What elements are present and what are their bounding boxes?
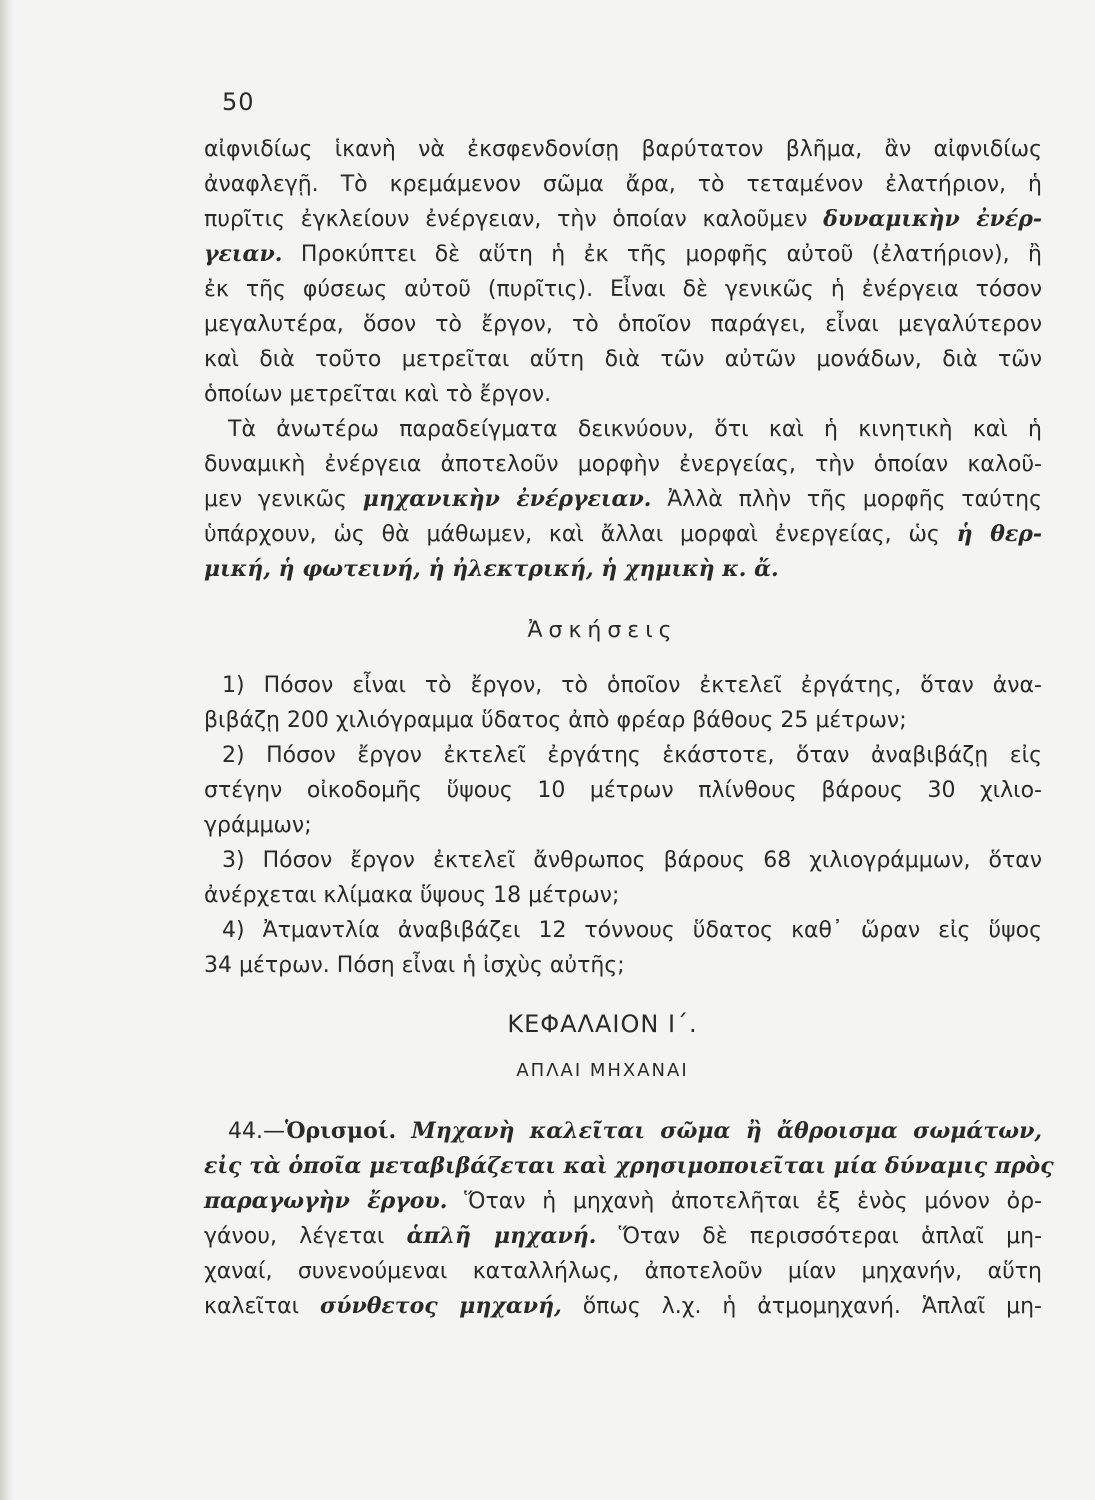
text-line: μεγαλυτέρα, ὅσον τὸ ἔργον, τὸ ὁποῖον παράγει, εἶναι μεγαλύτερον [204, 312, 1042, 337]
text-run: καλεῖται [204, 1294, 320, 1319]
text-run: ὑπάρχουν, ὡς θὰ μάθωμεν, καὶ ἄλλαι μορφαὶ ἐνεργείας, ὡς [204, 522, 957, 547]
text-line: ἐκ τῆς φύσεως αὐτοῦ (πυρῖτις). Εἶναι δὲ γενικῶς ἡ ἐνέργεια τόσον [204, 277, 1042, 302]
text-line: καὶ διὰ τοῦτο μετρεῖται αὕτη διὰ τῶν αὐτῶν μονάδων, διὰ τῶν [204, 347, 1042, 372]
exercise-4: 4) Ἀτμαντλία ἀναβιβάζει 12 τόννους ὕδατος καθ᾽ ὥραν εἰς ὕψος [222, 918, 1042, 943]
exercise-1: 1) Πόσον εἶναι τὸ ἔργον, τὸ ὁποῖον ἐκτελεῖ ἐργάτης, ὅταν ἀνα- [222, 673, 1042, 698]
text-line: αἰφνιδίως ἱκανὴ νὰ ἐκσφενδονίσῃ βαρύτατον βλῆμα, ἂν αἰφνιδίως [204, 137, 1042, 162]
text-line [204, 482, 1042, 517]
text-line [204, 517, 1042, 552]
definitions-paragraph [204, 1114, 1054, 1324]
text-line [204, 202, 1042, 237]
exercise-3-cont: ἀνέρχεται κλίμακα ὕψους 18 μέτρων; [204, 883, 620, 908]
term-mechanical-energy: μηχανικὴν ἐνέργειαν. [362, 486, 652, 512]
chapter-title: ΚΕΦΑΛΑΙΟΝ Ι΄. [507, 1010, 698, 1038]
text-run: Ἀλλὰ πλὴν τῆς μορφῆς ταύτης [651, 487, 1042, 512]
section-heading: Ὁρισμοί. [285, 1118, 397, 1144]
section-number: 44.— [228, 1119, 285, 1144]
text-line [204, 1219, 1042, 1254]
paragraph-energy [204, 132, 1042, 587]
exercises-heading: Ἀσκήσεις [527, 618, 678, 643]
text-run: Ὅταν ἡ μηχανὴ ἀποτελῆται ἐξ ἑνὸς μόνον ὀρ- [447, 1189, 1042, 1214]
text-run: Προκύπτει δὲ αὕτη ἡ ἐκ τῆς μορφῆς αὐτοῦ (ἐλατήριον), ἢ [282, 242, 1042, 267]
text-line: εἰς τὰ ὁποῖα μεταβιβάζεται καὶ χρησιμοποιεῖται μία δύναμις πρὸς [204, 1153, 1054, 1179]
text-line: Τὰ ἀνωτέρω παραδείγματα δεικνύουν, ὅτι καὶ ἡ κινητικὴ καὶ ἡ [228, 417, 1042, 442]
chapter-subtitle: ΑΠΛΑΙ ΜΗΧΑΝΑΙ [516, 1060, 689, 1081]
definition-run: παραγωγὴν ἔργου. [204, 1188, 448, 1214]
term-simple-machine: ἁπλῆ μηχανή. [406, 1223, 597, 1249]
exercise-2-cont: γράμμων; [204, 813, 312, 838]
exercise-4-cont: 34 μέτρων. Πόση εἶναι ἡ ἰσχὺς αὐτῆς; [204, 953, 625, 978]
term-dynamic-energy-end: γειαν. [204, 241, 283, 267]
term-dynamic-energy: δυναμικὴν ἐνέρ- [823, 206, 1042, 232]
term-compound-machine: σύνθετος μηχανή, [320, 1293, 562, 1319]
energy-forms-list: μική, ἡ φωτεινή, ἡ ἠλεκτρική, ἡ χημικὴ κ. ἄ. [204, 556, 779, 582]
exercise-2-cont: στέγην οἰκοδομῆς ὕψους 10 μέτρων πλίνθους βάρους 30 χιλιο- [204, 778, 1042, 803]
text-line [204, 1114, 1042, 1149]
text-run: ὅπως λ.χ. ἡ ἀτμομηχανή. Ἁπλαῖ μη- [561, 1294, 1042, 1319]
text-line [204, 237, 1042, 272]
text-run: γάνου, λέγεται [204, 1224, 407, 1249]
text-run: Ὅταν δὲ περισσότεραι ἁπλαῖ μη- [596, 1224, 1043, 1249]
text-line [204, 1184, 1042, 1219]
exercise-2: 2) Πόσον ἔργον ἐκτελεῖ ἐργάτης ἑκάστοτε, ὅταν ἀναβιβάζῃ εἰς [222, 743, 1042, 768]
definition-run: Μηχανὴ καλεῖται σῶμα ἢ ἄθροισμα σωμάτων, [396, 1118, 1042, 1144]
text-line: χαναί, συνενούμεναι καταλλήλως, ἀποτελοῦν μίαν μηχανήν, αὕτη [204, 1259, 1042, 1284]
exercise-3: 3) Πόσον ἔργον ἐκτελεῖ ἄνθρωπος βάρους 68 χιλιογράμμων, ὅταν [222, 848, 1042, 873]
text-run: πυρῖτις ἐγκλείουν ἐνέργειαν, τὴν ὁποίαν καλοῦμεν [204, 207, 824, 232]
text-run: μεν γενικῶς [204, 487, 363, 512]
term-thermal: ἡ θερ- [956, 521, 1043, 547]
text-line: ἀναφλεγῇ. Τὸ κρεμάμενον σῶμα ἄρα, τὸ τεταμένον ἐλατήριον, ἡ [204, 172, 1042, 197]
page-binding-edge [0, 0, 14, 1500]
exercise-1-cont: βιβάζῃ 200 χιλιόγραμμα ὕδατος ἀπὸ φρέαρ βάθους 25 μέτρων; [204, 708, 907, 733]
text-line: δυναμικὴ ἐνέργεια ἀποτελοῦν μορφὴν ἐνεργείας, τὴν ὁποίαν καλοῦ- [204, 452, 1042, 477]
exercises-list [204, 668, 1042, 983]
text-line [204, 1289, 1042, 1324]
text-line: ὁποίων μετρεῖται καὶ τὸ ἔργον. [204, 382, 552, 407]
page-number: 50 [222, 88, 255, 116]
